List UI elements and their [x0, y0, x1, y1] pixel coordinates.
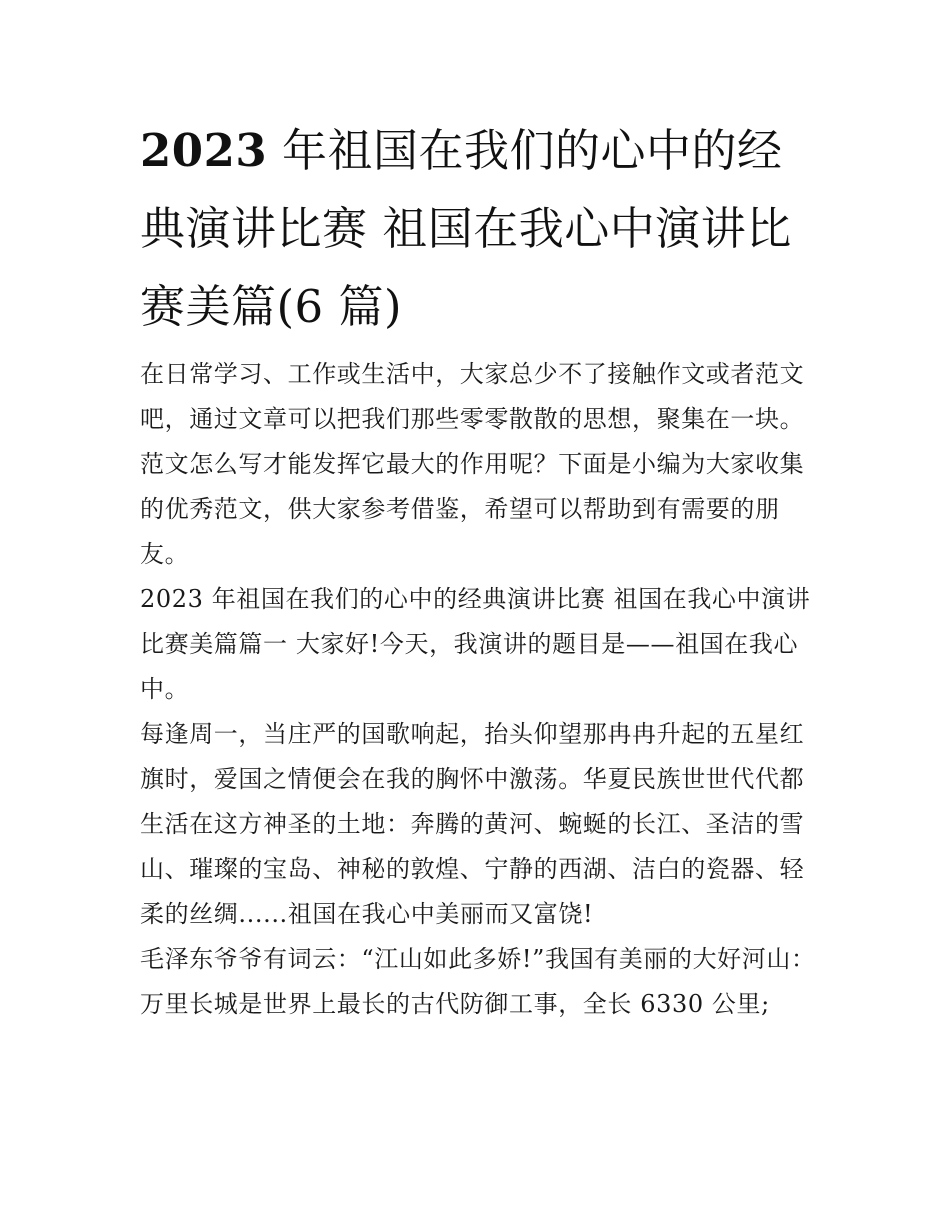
paragraph-speech-opening: 2023 年祖国在我们的心中的经典演讲比赛 祖国在我心中演讲比赛美篇篇一 大家好!今天，我演讲的题目是——祖国在我心中。 [140, 585, 811, 703]
paragraph-great-wall: 毛泽东爷爷有词云：“江山如此多娇!”我国有美丽的大好河山：万里长城是世界上最长的古代防御工事，全长 6330 公里; [140, 945, 816, 1018]
paragraph-intro: 在日常学习、工作或生活中，大家总少不了接触作文或者范文吧，通过文章可以把我们那些零零散散的思想，聚集在一块。范文怎么写才能发挥它最大的作用呢？下面是小编为大家收集的优秀范文，供大家参考借鉴，希望可以帮助到有需要的朋友。 [140, 360, 805, 568]
title-year: 2023 [140, 124, 268, 177]
paragraph-national-anthem: 每逢周一，当庄严的国歌响起，抬头仰望那冉冉升起的五星红旗时，爱国之情便会在我的胸怀中激荡。华夏民族世世代代都生活在这方神圣的土地：奔腾的黄河、蜿蜒的长江、圣洁的雪山、璀璨的宝岛、神秘的敦煌、宁静的西湖、洁白的瓷器、轻柔的丝绸......祖国在我心中美丽而又富饶! [140, 720, 805, 928]
title-text: 年祖国在我们的心中的经典演讲比赛 祖国在我心中演讲比赛美篇(6 篇) [140, 124, 792, 333]
document-body [140, 352, 820, 1027]
document-title [140, 112, 820, 346]
document-page [140, 112, 820, 1027]
